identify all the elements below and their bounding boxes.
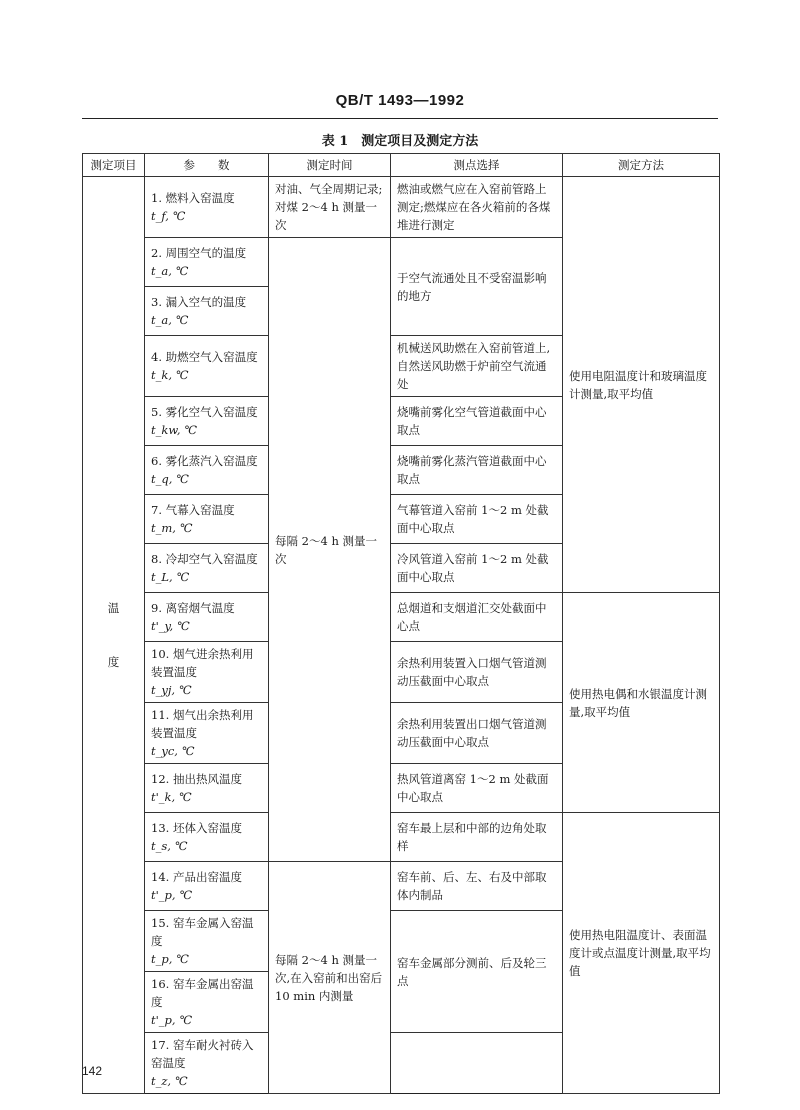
param-label: 4. 助燃空气入窑温度 xyxy=(151,350,258,364)
method-cell: 使用电阻温度计和玻璃温度计测量,取平均值 xyxy=(563,177,720,593)
table-row xyxy=(83,593,720,642)
param-symbol: t'_p, ℃ xyxy=(151,888,193,902)
point-cell: 机械送风助燃在入窑前管道上,自然送风助燃于炉前空气流通处 xyxy=(391,336,563,397)
param-cell xyxy=(145,862,269,911)
param-label: 3. 漏入空气的温度 xyxy=(151,295,247,309)
param-cell xyxy=(145,642,269,703)
time-cell: 每隔 2～4 h 测量一次 xyxy=(269,238,391,862)
param-symbol: t_f, ℃ xyxy=(151,209,186,223)
param-label: 9. 离窑烟气温度 xyxy=(151,601,235,615)
param-cell xyxy=(145,764,269,813)
param-label: 12. 抽出热风温度 xyxy=(151,772,242,786)
header-params: 参 数 xyxy=(145,154,269,177)
param-label: 17. 窑车耐火衬砖入窑温度 xyxy=(151,1038,254,1070)
table-row xyxy=(83,813,720,862)
point-cell: 烧嘴前雾化蒸汽管道截面中心取点 xyxy=(391,446,563,495)
point-cell: 烧嘴前雾化空气管道截面中心取点 xyxy=(391,397,563,446)
param-label: 6. 雾化蒸汽入窑温度 xyxy=(151,454,258,468)
measurement-table xyxy=(82,153,720,1094)
point-cell: 于空气流通处且不受窑温影响的地方 xyxy=(391,238,563,336)
page-number: 142 xyxy=(82,1064,103,1078)
param-symbol: t_s, ℃ xyxy=(151,839,188,853)
param-symbol: t_kw, ℃ xyxy=(151,423,197,437)
param-cell xyxy=(145,397,269,446)
param-cell xyxy=(145,593,269,642)
param-cell xyxy=(145,177,269,238)
header-rule xyxy=(82,118,718,119)
param-symbol: t'_y, ℃ xyxy=(151,619,190,633)
param-cell xyxy=(145,972,269,1033)
measurement-item-char: 温 xyxy=(107,601,120,615)
param-symbol: t_z, ℃ xyxy=(151,1074,188,1088)
param-cell xyxy=(145,238,269,287)
param-cell xyxy=(145,544,269,593)
param-cell xyxy=(145,287,269,336)
param-symbol: t_L, ℃ xyxy=(151,570,190,584)
param-cell xyxy=(145,911,269,972)
document-header: QB/T 1493—1992 xyxy=(335,92,465,109)
param-label: 10. 烟气进余热利用装置温度 xyxy=(151,647,254,679)
point-cell: 余热利用装置出口烟气管道测动压截面中心取点 xyxy=(391,703,563,764)
point-cell: 气幕管道入窑前 1～2 m 处截面中心取点 xyxy=(391,495,563,544)
param-symbol: t'_k, ℃ xyxy=(151,790,192,804)
point-cell: 总烟道和支烟道汇交处截面中心点 xyxy=(391,593,563,642)
param-label: 8. 冷却空气入窑温度 xyxy=(151,552,258,566)
param-symbol: t_q, ℃ xyxy=(151,472,189,486)
point-cell: 余热利用装置入口烟气管道测动压截面中心取点 xyxy=(391,642,563,703)
param-symbol: t_yj, ℃ xyxy=(151,683,192,697)
param-label: 16. 窑车金属出窑温度 xyxy=(151,977,254,1009)
param-cell xyxy=(145,813,269,862)
param-symbol: t_m, ℃ xyxy=(151,521,193,535)
point-cell: 冷风管道入窑前 1～2 m 处截面中心取点 xyxy=(391,544,563,593)
param-cell xyxy=(145,336,269,397)
method-cell: 使用热电阻温度计、表面温度计或点温度计测量,取平均值 xyxy=(563,813,720,1094)
param-label: 13. 坯体入窑温度 xyxy=(151,821,242,835)
param-label: 1. 燃料入窑温度 xyxy=(151,191,235,205)
table-header-row xyxy=(83,154,720,177)
table-caption: 表 1 测定项目及测定方法 xyxy=(321,134,479,149)
param-label: 14. 产品出窑温度 xyxy=(151,870,242,884)
param-label: 7. 气幕入窑温度 xyxy=(151,503,235,517)
param-label: 15. 窑车金属入窑温度 xyxy=(151,916,254,948)
measurement-item-cell xyxy=(83,177,145,1094)
header-point: 测点选择 xyxy=(391,154,563,177)
param-symbol: t_a, ℃ xyxy=(151,264,189,278)
param-label: 5. 雾化空气入窑温度 xyxy=(151,405,258,419)
table-row xyxy=(83,177,720,238)
point-cell: 窑车金属部分测前、后及轮三点 xyxy=(391,911,563,1033)
param-cell xyxy=(145,703,269,764)
point-cell: 窑车前、后、左、右及中部取体内制品 xyxy=(391,862,563,911)
param-symbol: t_a, ℃ xyxy=(151,313,189,327)
measurement-item-char: 度 xyxy=(107,655,120,669)
time-cell: 对油、气全周期记录;对煤 2～4 h 测量一次 xyxy=(269,177,391,238)
header-method: 测定方法 xyxy=(563,154,720,177)
header-item: 测定项目 xyxy=(83,154,145,177)
time-cell: 每隔 2～4 h 测量一次,在入窑前和出窑后 10 min 内测量 xyxy=(269,862,391,1094)
point-cell: 窑车最上层和中部的边角处取样 xyxy=(391,813,563,862)
param-cell xyxy=(145,495,269,544)
point-cell: 燃油或燃气应在入窑前管路上测定;燃煤应在各火箱前的各煤堆进行测定 xyxy=(391,177,563,238)
param-symbol: t'_p, ℃ xyxy=(151,1013,193,1027)
param-cell xyxy=(145,1033,269,1094)
point-cell xyxy=(391,1033,563,1094)
method-cell: 使用热电偶和水银温度计测量,取平均值 xyxy=(563,593,720,813)
param-label: 11. 烟气出余热利用装置温度 xyxy=(151,708,254,740)
param-label: 2. 周围空气的温度 xyxy=(151,246,247,260)
param-symbol: t_p, ℃ xyxy=(151,952,189,966)
param-symbol: t_yc, ℃ xyxy=(151,744,195,758)
point-cell: 热风管道离窑 1～2 m 处截面中心取点 xyxy=(391,764,563,813)
param-cell xyxy=(145,446,269,495)
param-symbol: t_k, ℃ xyxy=(151,368,189,382)
header-time: 测定时间 xyxy=(269,154,391,177)
